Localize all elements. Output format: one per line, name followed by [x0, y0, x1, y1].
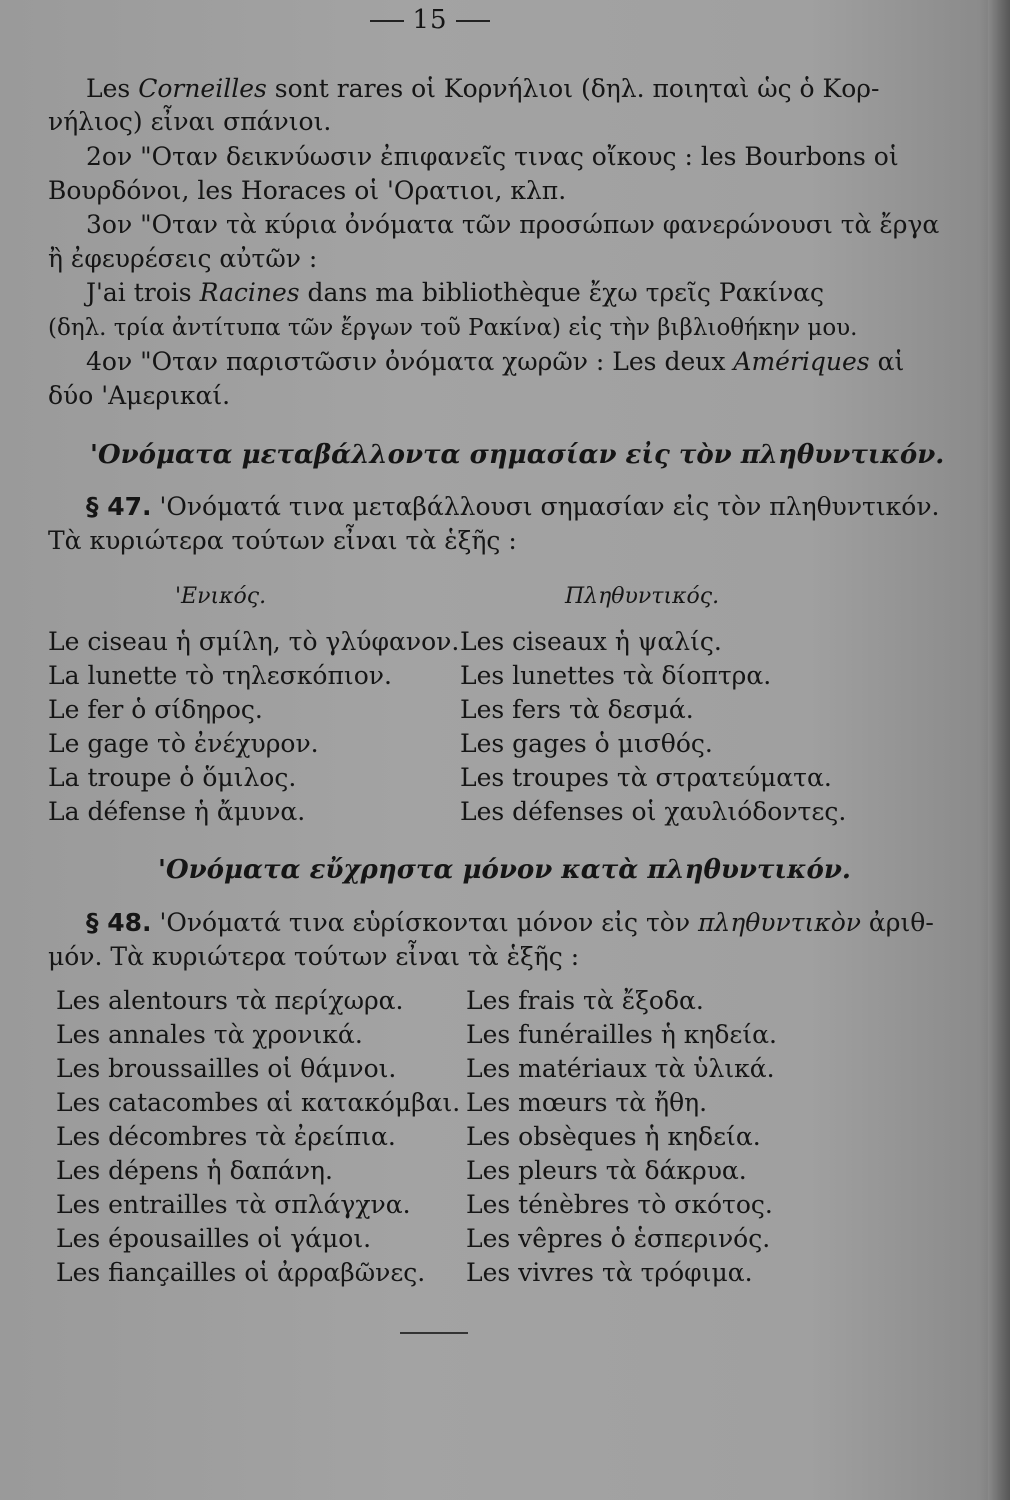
page-number: 15	[0, 5, 860, 35]
plural-only-entry: Les mœurs τὰ ἤθη.	[466, 1088, 708, 1117]
section-number: § 47.	[86, 492, 152, 521]
singular-entry: Le fer ὁ σίδηρος.	[48, 695, 263, 724]
singular-entry: La lunette τὸ τηλεσκόπιον.	[48, 661, 392, 690]
italic-term: Amériques	[733, 347, 870, 376]
plural-only-entry: Les pleurs τὰ δάκρυα.	[466, 1156, 747, 1185]
plural-only-entry: Les catacombes αἱ κατακόμβαι.	[56, 1088, 461, 1117]
text-line: ἢ ἐφευρέσεις αὐτῶν :	[48, 244, 318, 273]
italic-term: Racines	[199, 278, 300, 307]
plural-only-entry: Les alentours τὰ περίχωρα.	[56, 986, 404, 1015]
italic-term: Corneilles	[138, 74, 267, 103]
plural-only-entry: Les fiançailles οἱ ἀρραβῶνες.	[56, 1258, 426, 1287]
singular-entry: Le ciseau ἡ σμίλη, τὸ γλύφανον.	[48, 627, 460, 656]
text-line: Les Corneilles sont rares οἱ Κορνήλιοι (δηλ. ποιηταὶ ὡς ὁ Κορ-	[86, 74, 880, 103]
text-line: 3ον "Οταν τὰ κύρια ὀνόματα τῶν προσώπων φανερώνουσι τὰ ἔργα	[86, 210, 940, 239]
end-rule	[400, 1332, 468, 1334]
section-heading: 'Ονόματα μεταβάλλοντα σημασίαν εἰς τὸν πληθυντικόν.	[90, 440, 945, 470]
text-line: Τὰ κυριώτερα τούτων εἶναι τὰ ἑξῆς :	[48, 526, 517, 555]
plural-only-entry: Les ténèbres τὸ σκότος.	[466, 1190, 773, 1219]
plural-only-entry: Les décombres τὰ ἐρείπια.	[56, 1122, 396, 1151]
plural-only-entry: Les annales τὰ χρονικά.	[56, 1020, 363, 1049]
plural-only-entry: Les entrailles τὰ σπλάγχνα.	[56, 1190, 411, 1219]
plural-only-entry: Les obsèques ἡ κηδεία.	[466, 1122, 761, 1151]
text-line: J'ai trois Racines dans ma bibliothèque ἔχω τρεῖς Ρακίνας	[86, 278, 825, 307]
section-heading: 'Ονόματα εὔχρηστα μόνον κατὰ πληθυντικόν.	[158, 855, 851, 885]
plural-only-entry: Les broussailles οἱ θάμνοι.	[56, 1054, 397, 1083]
plural-entry: Les gages ὁ μισθός.	[460, 729, 713, 758]
text-line: § 47. 'Ονόματά τινα μεταβάλλουσι σημασίαν εἰς τὸν πληθυντικόν.	[86, 492, 940, 521]
plural-only-entry: Les frais τὰ ἔξοδα.	[466, 986, 704, 1015]
plural-only-entry: Les matériaux τὰ ὑλικά.	[466, 1054, 775, 1083]
plural-entry: Les ciseaux ἡ ψαλίς.	[460, 627, 722, 656]
text-line: (δηλ. τρία ἀντίτυπα τῶν ἔργων τοῦ Ρακίνα) εἰς τὴν βιβλιοθήκην μου.	[48, 315, 858, 341]
singular-entry: La troupe ὁ ὅμιλος.	[48, 763, 297, 792]
singular-entry: Le gage τὸ ἐνέχυρον.	[48, 729, 319, 758]
text-line: 2ον "Οταν δεικνύωσιν ἐπιφανεῖς τινας οἴκους : les Bourbons οἱ	[86, 142, 899, 171]
column-heading-singular: 'Ενικός.	[175, 584, 267, 609]
plural-only-entry: Les épousailles οἱ γάμοι.	[56, 1224, 372, 1253]
text-line: νήλιος) εἶναι σπάνιοι.	[48, 107, 332, 136]
text-line: § 48. 'Ονόματά τινα εὑρίσκονται μόνον εἰς τὸν πληθυντικὸν ἀριθ-	[86, 908, 934, 937]
plural-entry: Les lunettes τὰ δίοπτρα.	[460, 661, 772, 690]
singular-entry: La défense ἡ ἄμυνα.	[48, 797, 306, 826]
plural-only-entry: Les dépens ἡ δαπάνη.	[56, 1156, 333, 1185]
plural-only-entry: Les vivres τὰ τρόφιμα.	[466, 1258, 753, 1287]
text-line: δύο 'Αμερικαί.	[48, 381, 231, 410]
text-line: μόν. Τὰ κυριώτερα τούτων εἶναι τὰ ἑξῆς :	[48, 942, 580, 971]
text-line: Βουρδόνοι, les Horaces οἱ 'Ορατιοι, κλπ.	[48, 176, 567, 205]
plural-entry: Les troupes τὰ στρατεύματα.	[460, 763, 832, 792]
text-line: 4ον "Οταν παριστῶσιν ὀνόματα χωρῶν : Les deux Amériques αἱ	[86, 347, 905, 376]
column-heading-plural: Πληθυντικός.	[565, 584, 720, 609]
section-number: § 48.	[86, 908, 152, 937]
plural-entry: Les fers τὰ δεσμά.	[460, 695, 694, 724]
plural-entry: Les défenses οἱ χαυλιόδοντες.	[460, 797, 847, 826]
plural-only-entry: Les vêpres ὁ ἑσπερινός.	[466, 1224, 771, 1253]
plural-only-entry: Les funérailles ἡ κηδεία.	[466, 1020, 777, 1049]
page-edge	[988, 0, 1010, 1500]
